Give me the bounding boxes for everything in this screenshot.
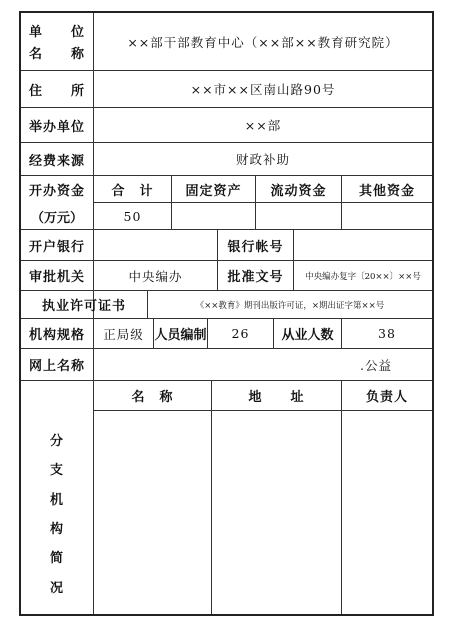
capital-header-fixed: 固定资产 xyxy=(185,183,242,199)
branch-label-char-1: 分 xyxy=(49,434,64,450)
unit-name-value: ××部干部教育中心（××部××教育研究院） xyxy=(127,34,399,50)
capital-unit-label: （万元） xyxy=(30,210,83,226)
online-name-value: .公益 xyxy=(360,357,392,373)
license-value: 《××教育》期刊出版许可证，×期出证字第××号 xyxy=(195,300,385,311)
capital-value-total: 50 xyxy=(123,208,142,224)
unit-name-label-line1: 单 位 xyxy=(29,24,86,40)
bank-account-label: 银行帐号 xyxy=(227,239,284,255)
sponsor-label: 举办单位 xyxy=(28,119,85,135)
online-name-label: 网上名称 xyxy=(28,359,85,374)
branch-label-char-4: 构 xyxy=(49,522,64,538)
org-level-label: 机构规格 xyxy=(28,328,85,343)
capital-header-total: 合 计 xyxy=(111,183,154,199)
address-label-char2: 所 xyxy=(70,83,85,99)
branch-header-name: 名 称 xyxy=(131,390,174,405)
employees-value: 38 xyxy=(378,326,396,341)
capital-value-current xyxy=(256,203,341,229)
capital-value-other xyxy=(342,203,432,229)
unit-name-label-line2: 名 称 xyxy=(29,47,86,63)
capital-header-other: 其他资金 xyxy=(358,183,415,199)
license-label: 执业许可证书 xyxy=(41,299,126,314)
bank-account-value xyxy=(294,230,432,260)
funding-source-label: 经费来源 xyxy=(28,153,85,169)
bank-label: 开户银行 xyxy=(28,239,85,255)
org-level-value: 正局级 xyxy=(103,326,144,342)
branch-label-char-5: 简 xyxy=(49,551,64,567)
approval-doc-label: 批准文号 xyxy=(227,270,284,285)
sponsor-value: ××部 xyxy=(244,118,282,133)
employees-label: 从业人数 xyxy=(281,328,334,343)
branch-section-label xyxy=(21,425,93,601)
staff-quota-label: 人员编制 xyxy=(154,328,207,343)
registration-form xyxy=(19,11,434,616)
address-label xyxy=(21,71,93,107)
staff-quota-value: 26 xyxy=(231,326,250,341)
approval-doc-value: 中央编办复字〔20××〕××号 xyxy=(305,271,421,282)
bank-value xyxy=(94,230,217,260)
branch-label-char-2: 支 xyxy=(49,463,64,479)
approval-authority-value: 中央编办 xyxy=(128,268,183,284)
address-value: ××市××区南山路90号 xyxy=(190,82,336,97)
address-label-char1: 住 xyxy=(29,83,44,99)
branch-label-char-6: 况 xyxy=(49,580,64,596)
approval-authority-label: 审批机关 xyxy=(28,270,85,285)
funding-source-value: 财政补助 xyxy=(235,152,290,167)
capital-header-current: 流动资金 xyxy=(270,183,327,199)
unit-name-label xyxy=(21,13,93,70)
capital-value-fixed xyxy=(172,203,255,229)
branch-header-address: 地 址 xyxy=(248,390,305,405)
branch-header-head: 负责人 xyxy=(365,390,408,405)
capital-label: 开办资金 xyxy=(28,183,85,199)
branch-label-char-3: 机 xyxy=(49,492,64,508)
